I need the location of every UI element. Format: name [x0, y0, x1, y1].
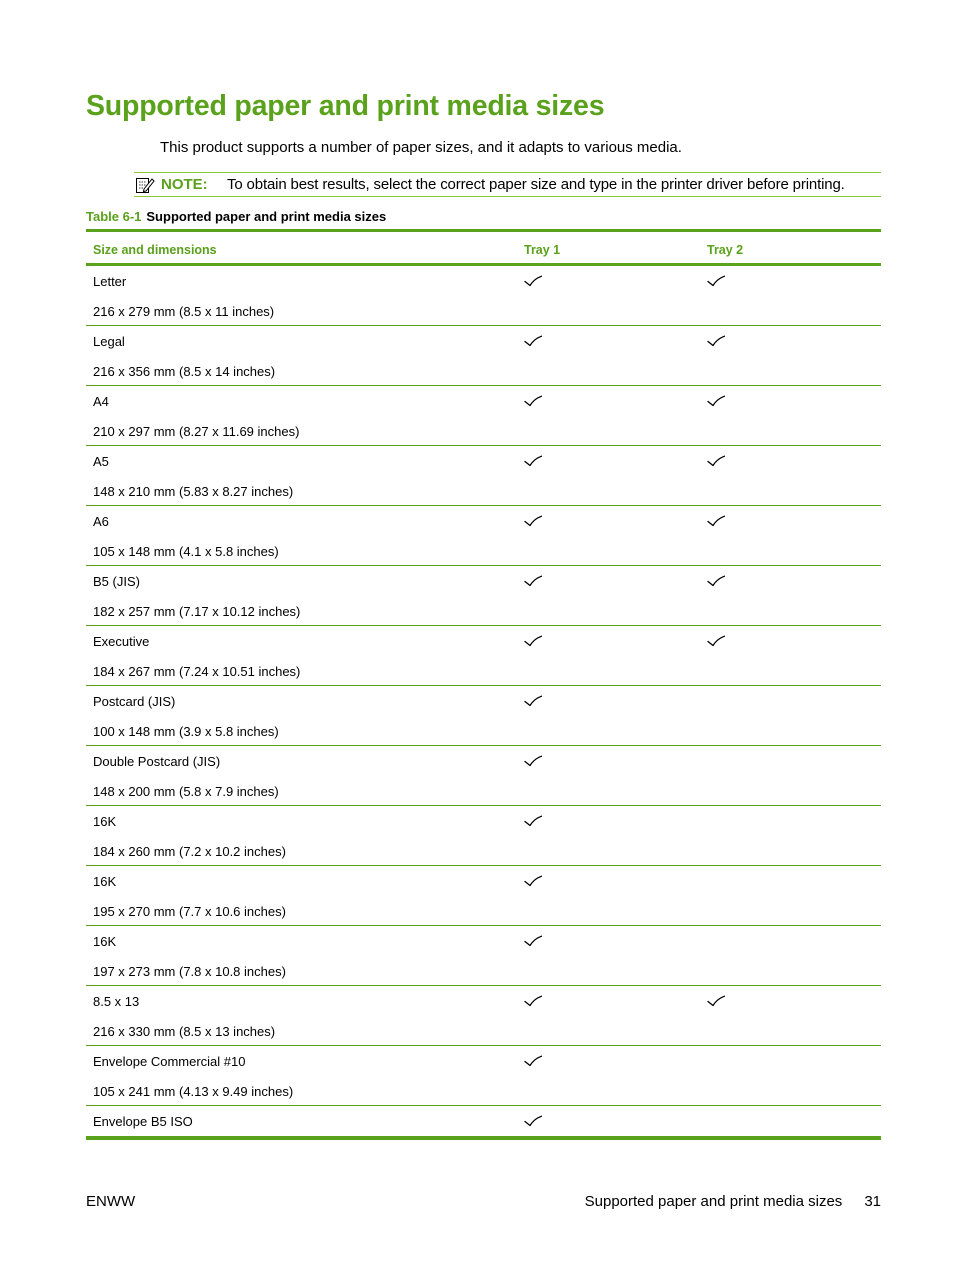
checkmark-icon — [707, 515, 725, 527]
checkmark-icon — [524, 995, 542, 1007]
header-tray-2: Tray 2 — [707, 243, 744, 257]
checkmark-icon — [524, 695, 542, 707]
table-row — [86, 686, 881, 746]
table-row — [86, 506, 881, 566]
intro-paragraph: This product supports a number of paper sizes, and it adapts to various media. — [160, 139, 682, 156]
paper-size-name: 16K — [93, 934, 117, 949]
table-caption-title: Supported paper and print media sizes — [146, 209, 387, 224]
checkmark-icon — [524, 875, 542, 887]
checkmark-icon — [707, 635, 725, 647]
note-text: To obtain best results, select the correct paper size and type in the printer driver before printing. — [227, 176, 845, 193]
paper-size-name: Envelope B5 ISO — [93, 1114, 193, 1129]
header-size-and-dimensions: Size and dimensions — [93, 243, 217, 257]
checkmark-icon — [524, 635, 542, 647]
table-row — [86, 566, 881, 626]
paper-size-dimensions: 184 x 267 mm (7.24 x 10.51 inches) — [93, 664, 301, 679]
header-tray-1: Tray 1 — [524, 243, 561, 257]
table-body — [86, 266, 881, 1136]
note-label: NOTE: — [161, 176, 208, 193]
table-caption — [86, 209, 386, 224]
table-row — [86, 1106, 881, 1136]
table-row — [86, 866, 881, 926]
paper-size-name: Double Postcard (JIS) — [93, 754, 221, 769]
checkmark-icon — [707, 275, 725, 287]
paper-size-dimensions: 105 x 241 mm (4.13 x 9.49 inches) — [93, 1084, 294, 1099]
checkmark-icon — [524, 755, 542, 767]
checkmark-icon — [707, 575, 725, 587]
paper-size-dimensions: 216 x 279 mm (8.5 x 11 inches) — [93, 304, 275, 319]
checkmark-icon — [524, 395, 542, 407]
note-box — [134, 172, 881, 197]
checkmark-icon — [524, 1115, 542, 1127]
paper-size-name: 16K — [93, 874, 117, 889]
checkmark-icon — [707, 335, 725, 347]
checkmark-icon — [524, 575, 542, 587]
table-row — [86, 1046, 881, 1106]
checkmark-icon — [524, 815, 542, 827]
page-title: Supported paper and print media sizes — [86, 90, 605, 122]
paper-size-dimensions: 216 x 356 mm (8.5 x 14 inches) — [93, 364, 276, 379]
checkmark-icon — [524, 1055, 542, 1067]
footer-section-title: Supported paper and print media sizes — [584, 1193, 843, 1210]
table-row — [86, 446, 881, 506]
page-number: 31 — [864, 1193, 881, 1210]
table-row — [86, 926, 881, 986]
paper-size-name: B5 (JIS) — [93, 574, 140, 589]
paper-size-name: Envelope Commercial #10 — [93, 1054, 246, 1069]
table-row — [86, 986, 881, 1046]
paper-size-dimensions: 148 x 200 mm (5.8 x 7.9 inches) — [93, 784, 279, 799]
table-row — [86, 746, 881, 806]
table-caption-number: Table 6-1 — [86, 209, 142, 224]
checkmark-icon — [524, 935, 542, 947]
table-row — [86, 626, 881, 686]
media-sizes-table — [86, 229, 881, 1140]
note-pencil-icon — [135, 176, 155, 194]
paper-size-name: A4 — [93, 394, 109, 409]
paper-size-name: Executive — [93, 634, 150, 649]
table-row — [86, 386, 881, 446]
paper-size-dimensions: 100 x 148 mm (3.9 x 5.8 inches) — [93, 724, 279, 739]
table-row — [86, 266, 881, 326]
paper-size-name: Postcard (JIS) — [93, 694, 176, 709]
checkmark-icon — [524, 275, 542, 287]
paper-size-name: 16K — [93, 814, 117, 829]
paper-size-dimensions: 210 x 297 mm (8.27 x 11.69 inches) — [93, 424, 300, 439]
paper-size-dimensions: 105 x 148 mm (4.1 x 5.8 inches) — [93, 544, 279, 559]
paper-size-dimensions: 148 x 210 mm (5.83 x 8.27 inches) — [93, 484, 294, 499]
paper-size-name: A5 — [93, 454, 109, 469]
footer-left: ENWW — [86, 1193, 136, 1210]
paper-size-dimensions: 182 x 257 mm (7.17 x 10.12 inches) — [93, 604, 301, 619]
paper-size-dimensions: 216 x 330 mm (8.5 x 13 inches) — [93, 1024, 276, 1039]
table-row — [86, 326, 881, 386]
paper-size-name: 8.5 x 13 — [93, 994, 140, 1009]
checkmark-icon — [524, 515, 542, 527]
paper-size-dimensions: 184 x 260 mm (7.2 x 10.2 inches) — [93, 844, 286, 859]
paper-size-name: Letter — [93, 274, 127, 289]
paper-size-name: Legal — [93, 334, 125, 349]
paper-size-name: A6 — [93, 514, 109, 529]
paper-size-dimensions: 195 x 270 mm (7.7 x 10.6 inches) — [93, 904, 286, 919]
checkmark-icon — [524, 455, 542, 467]
paper-size-dimensions: 197 x 273 mm (7.8 x 10.8 inches) — [93, 964, 286, 979]
checkmark-icon — [524, 335, 542, 347]
table-row — [86, 806, 881, 866]
footer-right — [585, 1193, 881, 1210]
checkmark-icon — [707, 455, 725, 467]
table-header — [86, 232, 881, 266]
checkmark-icon — [707, 995, 725, 1007]
checkmark-icon — [707, 395, 725, 407]
